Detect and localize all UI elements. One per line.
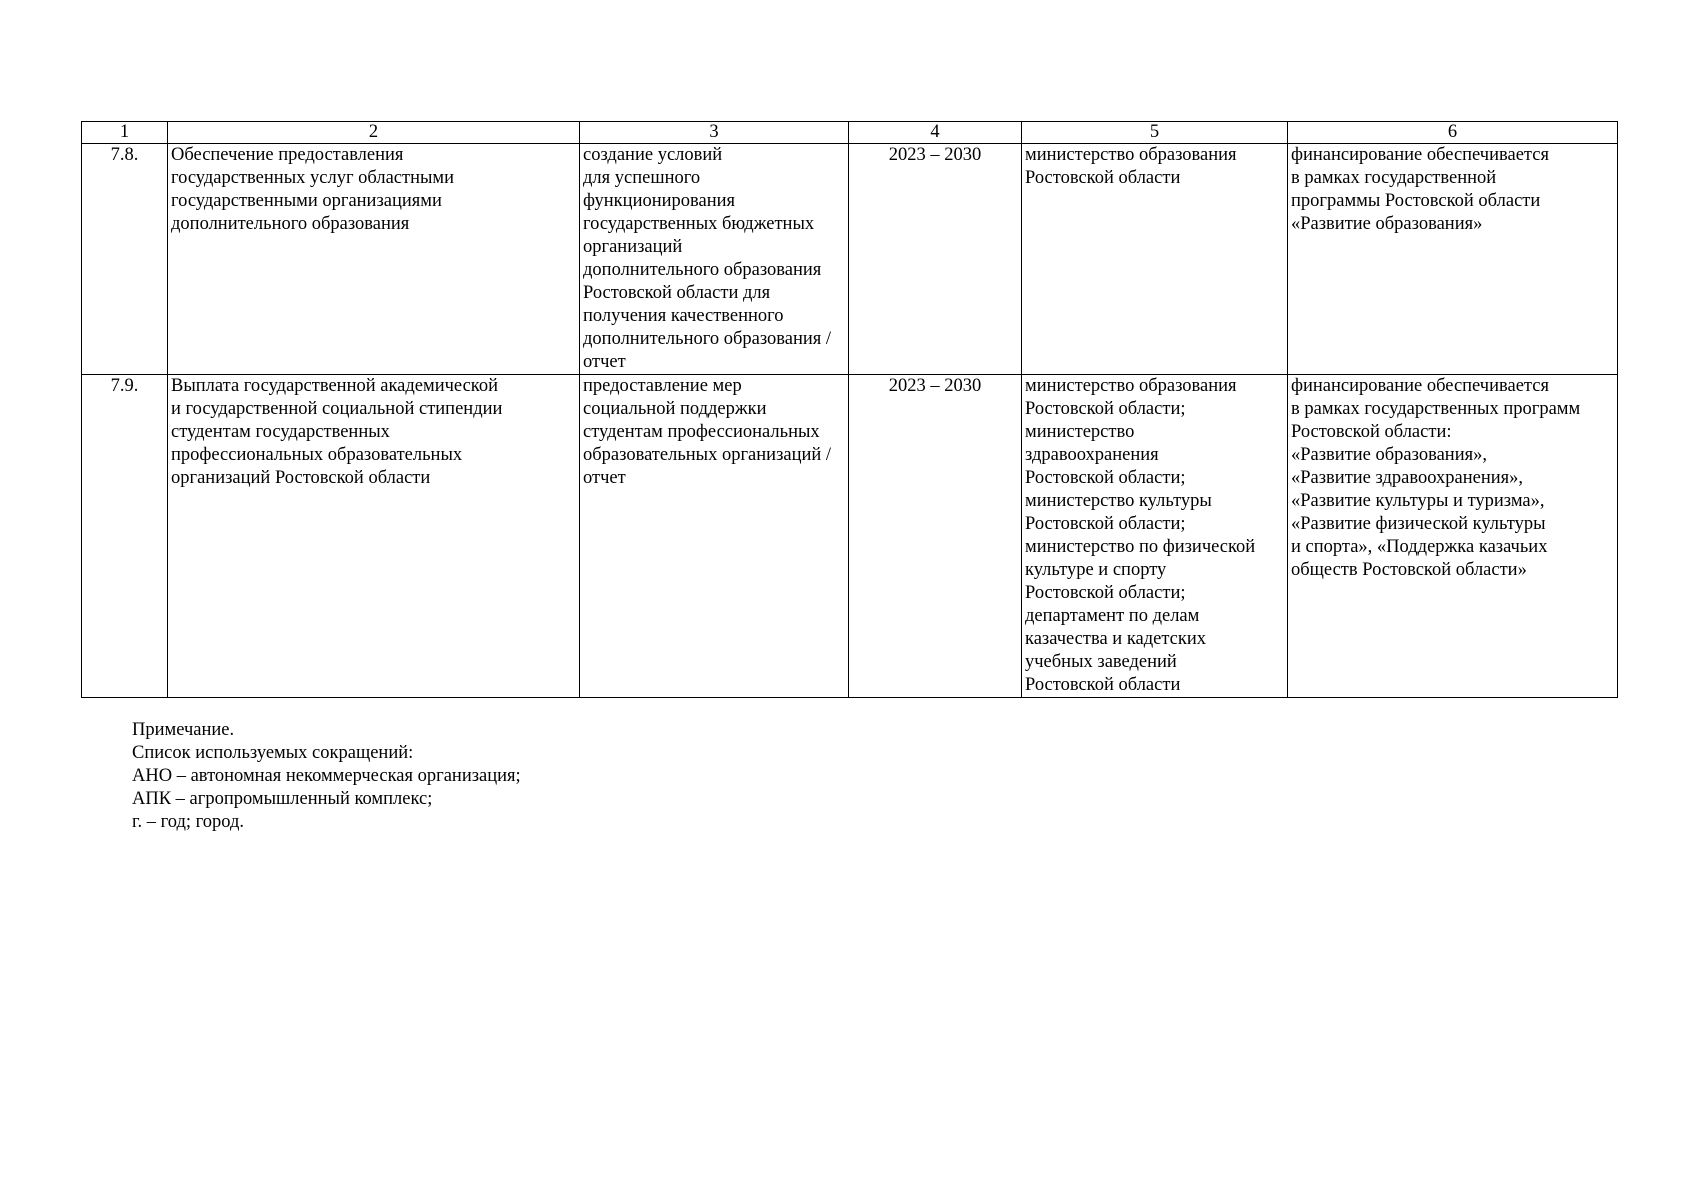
abbreviations-heading: Список используемых сокращений: — [132, 743, 414, 763]
row-number-cell: 7.8. — [82, 144, 168, 375]
row-number-cell: 7.9. — [82, 375, 168, 698]
result-line: для успешного — [583, 168, 701, 188]
table-row — [82, 144, 1618, 375]
financing-line: Ростовской области: — [1291, 422, 1452, 442]
executor-line: Ростовской области — [1025, 168, 1181, 188]
measures-table — [81, 121, 1618, 698]
result-line: отчет — [583, 352, 626, 372]
executor-line: министерство образования — [1025, 376, 1237, 396]
table-row — [82, 375, 1618, 698]
measure-line: Выплата государственной академической — [171, 376, 499, 396]
financing-line: обществ Ростовской области» — [1291, 560, 1527, 580]
period-cell: 2023 – 2030 — [849, 375, 1022, 698]
table-header-row — [82, 122, 1618, 144]
measure-line: дополнительного образования — [171, 214, 410, 234]
executor-line: министерство — [1025, 422, 1135, 442]
measure-cell — [168, 375, 580, 698]
executor-line: казачества и кадетских — [1025, 629, 1207, 649]
financing-line: и спорта», «Поддержка казачьих — [1291, 537, 1548, 557]
measure-line: государственными организациями — [171, 191, 442, 211]
measure-cell — [168, 144, 580, 375]
financing-line: финансирование обеспечивается — [1291, 145, 1549, 165]
result-cell — [580, 144, 849, 375]
column-header-4: 4 — [849, 122, 1022, 144]
abbreviation-item: АНО – автономная некоммерческая организация; — [132, 766, 521, 786]
financing-line: финансирование обеспечивается — [1291, 376, 1549, 396]
measure-line: студентам государственных — [171, 422, 390, 442]
financing-line: «Развитие образования», — [1291, 445, 1487, 465]
abbreviation-item: г. – год; город. — [132, 812, 245, 832]
measure-line: профессиональных образовательных — [171, 445, 463, 465]
financing-line: «Развитие образования» — [1291, 214, 1483, 234]
financing-line: в рамках государственных программ — [1291, 399, 1581, 419]
result-line: студентам профессиональных — [583, 422, 820, 442]
executor-line: Ростовской области; — [1025, 399, 1186, 419]
measure-line: и государственной социальной стипендии — [171, 399, 503, 419]
financing-line: «Развитие культуры и туризма», — [1291, 491, 1545, 511]
result-line: социальной поддержки — [583, 399, 767, 419]
period-cell: 2023 – 2030 — [849, 144, 1022, 375]
abbreviation-item: АПК – агропромышленный комплекс; — [132, 789, 433, 809]
financing-cell — [1288, 144, 1618, 375]
result-line: организаций — [583, 237, 683, 257]
result-line: дополнительного образования — [583, 260, 822, 280]
executor-line: Ростовской области; — [1025, 514, 1186, 534]
executor-line: Ростовской области — [1025, 675, 1181, 695]
measure-line: государственных услуг областными — [171, 168, 455, 188]
measure-line: Обеспечение предоставления — [171, 145, 404, 165]
column-header-3: 3 — [580, 122, 849, 144]
result-line: государственных бюджетных — [583, 214, 815, 234]
executor-line: Ростовской области; — [1025, 583, 1186, 603]
executor-line: культуре и спорту — [1025, 560, 1167, 580]
column-header-6: 6 — [1288, 122, 1618, 144]
column-header-5: 5 — [1022, 122, 1288, 144]
result-line: предоставление мер — [583, 376, 742, 396]
measure-line: организаций Ростовской области — [171, 468, 431, 488]
notes-block — [132, 719, 521, 834]
column-header-2: 2 — [168, 122, 580, 144]
financing-line: «Развитие физической культуры — [1291, 514, 1546, 534]
executor-line: департамент по делам — [1025, 606, 1200, 626]
financing-line: в рамках государственной — [1291, 168, 1497, 188]
executor-line: министерство культуры — [1025, 491, 1212, 511]
executor-line: министерство образования — [1025, 145, 1237, 165]
executor-cell — [1022, 375, 1288, 698]
notes-title: Примечание. — [132, 720, 235, 740]
financing-line: программы Ростовской области — [1291, 191, 1541, 211]
result-line: Ростовской области для — [583, 283, 771, 303]
result-line: получения качественного — [583, 306, 784, 326]
result-line: дополнительного образования / — [583, 329, 832, 349]
executor-line: министерство по физической — [1025, 537, 1256, 557]
result-line: функционирования — [583, 191, 736, 211]
executor-line: учебных заведений — [1025, 652, 1177, 672]
executor-line: здравоохранения — [1025, 445, 1159, 465]
executor-line: Ростовской области; — [1025, 468, 1186, 488]
result-line: образовательных организаций / — [583, 445, 832, 465]
financing-cell — [1288, 375, 1618, 698]
result-cell — [580, 375, 849, 698]
financing-line: «Развитие здравоохранения», — [1291, 468, 1524, 488]
executor-cell — [1022, 144, 1288, 375]
column-header-1: 1 — [82, 122, 168, 144]
result-line: отчет — [583, 468, 626, 488]
result-line: создание условий — [583, 145, 723, 165]
